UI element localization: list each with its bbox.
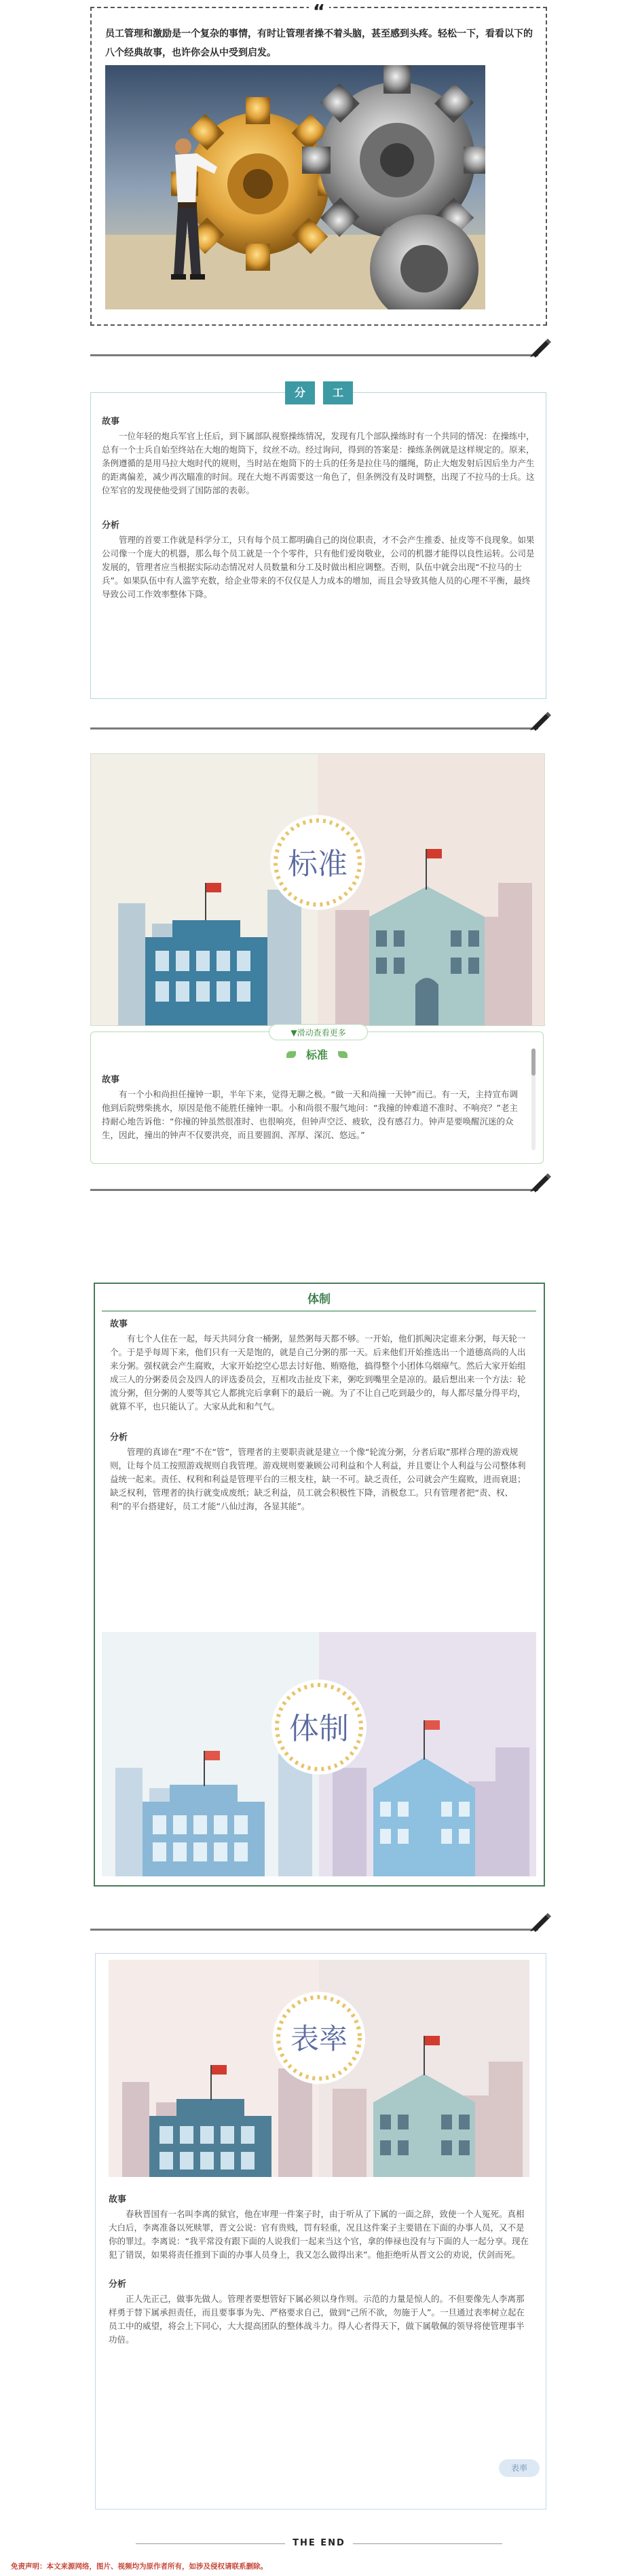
system-title: 体制 <box>307 1293 331 1306</box>
analysis-heading: 分析 <box>102 520 120 531</box>
division-tag-1: 分 <box>285 381 315 404</box>
intro-text: 员工管理和激励是一个复杂的事情，有时让管理者操不着头脑，甚至感到头疼。轻松一下，看看以下的八个经典故事，也许你会从中受到启发。 <box>105 29 533 58</box>
leaf-icon <box>286 1051 296 1058</box>
analysis-heading: 分析 <box>109 2279 127 2290</box>
standard-card-scroll[interactable] <box>102 1072 523 1154</box>
division-content <box>102 414 536 601</box>
story-heading: 故事 <box>102 417 120 427</box>
expand-more-button[interactable]: ▼滑动查看更多 <box>269 1024 368 1040</box>
divider-line <box>90 1189 538 1191</box>
tolerance-content <box>109 2192 529 2347</box>
story-heading: 故事 <box>102 1075 120 1085</box>
story-heading: 故事 <box>110 1319 128 1329</box>
system-content <box>110 1317 531 1513</box>
leaf-icon <box>338 1051 348 1058</box>
divider-line <box>90 727 538 730</box>
standard-banner-title: 标准 <box>288 847 348 882</box>
story-heading: 故事 <box>109 2195 127 2205</box>
disclaimer-text: 免责声明：本文来源网络，图片、视频均为原作者所有，如涉及侵权请联系删除。 <box>11 2562 267 2571</box>
story-text: 有七个人住在一起，每天共同分食一桶粥，显然粥每天都不够。一开始，他们抓阄决定谁来分粥，每天轮一个。于是乎每周下来，他们只有一天是饱的，就是自己分粥的那一天。后来他们开始推选出一个道德高尚的人出来分粥。强权就会产生腐败，大家开始挖空心思去讨好他、贿赂他，搞得整个小团体乌烟瘴气。然后大家开始组成三人的分粥委员会及四人的评选委员会，互相攻击扯皮下来，粥吃到嘴里全是凉的。最后想出来一个方法：轮流分粥，但分粥的人要等其它人都挑完后拿剩下的最后一碗。为了不让自己吃到最少的，每人都尽量分得平均，就算不平，也只能认了。大家从此和和气气。 <box>110 1333 526 1412</box>
analysis-text: 管理的首要工作就是科学分工，只有每个员工都明确自己的岗位职责，才不会产生推委、扯皮等不良现象。如果公司像一个庞大的机器，那么每个员工就是一个个零件，只有他们爱岗敬业，公司的机器才能得以良性运转。公司是发展的，管理者应当根据实际动态情况对人员数量和分工及时做出相应调整。否则，队伍中就会出现“不拉马的士兵”。如果队伍中有人滥竽充数，给企业带来的不仅仅是人力成本的增加，而且会导致其他人员的心理不平衡，最终导致公司工作效率整体下降。 <box>102 535 535 599</box>
tolerance-banner <box>109 1960 529 2177</box>
analysis-heading: 分析 <box>110 1433 128 1443</box>
story-text: 有一个小和尚担任撞钟一职，半年下来，觉得无聊之极。“做一天和尚撞一天钟”而已。有一天，主持宣布调他到后院劈柴挑水，原因是他不能胜任撞钟一职。小和尚很不服气地问：“我撞的钟难道不准时、不响亮？”老主持耐心地告诉他：“你撞的钟虽然很准时、也很响亮，但钟声空泛、疲软，没有感召力。钟声是要唤醒沉迷的众生，因此，撞出的钟声不仅要洪亮，而且要圆润、浑厚、深沉、悠远。” <box>102 1089 518 1140</box>
system-title-row <box>102 1289 536 1312</box>
scrollbar-track[interactable] <box>531 1048 536 1150</box>
story-text: 春秋晋国有一名叫李离的狱官，他在审理一件案子时，由于听从了下属的一面之辞，致使一个人冤死。真相大白后，李离准备以死赎罪，晋文公说：官有贵贱，罚有轻重，况且这件案子主要错在下面的办事人员，又不是你的罪过。李离说：“我平常没有跟下面的人说我们一起来当这个官，拿的俸禄也没有与下面的人一起分享。现在犯了错误，如果将责任推到下面的办事人员身上，我又怎么做得出来”。他拒绝听从晋文公的劝说，伏剑而死。 <box>109 2209 529 2260</box>
story-text: 一位年轻的炮兵军官上任后，到下属部队视察操练情况，发现有几个部队操练时有一个共同的情况：在操练中，总有一个士兵自始至终站在大炮的炮筒下，纹丝不动。经过询问，得到的答案是：操练条例就是这样规定的。原来，条例遵循的是用马拉大炮时代的规则，当时站在炮筒下的士兵的任务是拉住马的缰绳，防止大炮发射后因后坐力产生的距离偏差，减少再次瞄准的时间。现在大炮不再需要这一角色了，但条例没有及时调整，出现了不拉马的士兵。这位军官的发现使他受到了国防部的表彰。 <box>102 431 535 495</box>
scrollbar-thumb[interactable] <box>531 1048 536 1076</box>
analysis-text: 管理的真谛在“理”不在“管”，管理者的主要职责就是建立一个像“轮流分粥，分者后取”那样合理的游戏规则，让每个员工按照游戏规则自我管理。游戏规则要兼顾公司利益和个人利益，并且要让个人利益与公司整体利益统一起来。责任、权利和利益是管理平台的三根支柱，缺一不可。缺乏责任，公司就会产生腐败，进而衰退；缺乏权利，管理者的执行就变成废纸；缺乏利益，员工就会积极性下降，消极怠工。只有管理者把“责、权、利”的平台搭建好，员工才能“八仙过海，各显其能”。 <box>110 1447 526 1511</box>
tolerance-stamp: 表率 <box>499 2459 540 2477</box>
pen-icon <box>528 1908 552 1933</box>
divider-line <box>90 1929 538 1931</box>
system-banner <box>102 1632 536 1876</box>
pen-icon <box>528 707 552 732</box>
standard-card-title: 标准 <box>305 1048 328 1061</box>
divider-line <box>90 354 538 356</box>
standard-banner <box>90 753 545 1026</box>
division-tag-2: 工 <box>323 381 353 404</box>
pen-icon <box>528 334 552 358</box>
the-end-label: THE END <box>293 2538 345 2548</box>
quote-mark-icon: “ <box>309 1 329 18</box>
analysis-text: 正人先正己，做事先做人。管理者要想管好下属必须以身作则。示范的力量是惊人的。不但要像先人李离那样勇于替下属承担责任，而且要事事为先、严格要求自己，做到“己所不欲，勿施于人”。一旦通过表率树立起在员工中的威望，将会上下同心，大大提高团队的整体战斗力。得人心者得天下，做下属敬佩的领导将使管理事半功倍。 <box>109 2294 525 2345</box>
standard-card-title-row <box>90 1046 544 1062</box>
tolerance-banner-title: 表率 <box>290 2022 348 2056</box>
gears-illustration <box>105 65 485 309</box>
system-banner-title: 体制 <box>289 1711 349 1746</box>
pen-icon <box>528 1169 552 1193</box>
